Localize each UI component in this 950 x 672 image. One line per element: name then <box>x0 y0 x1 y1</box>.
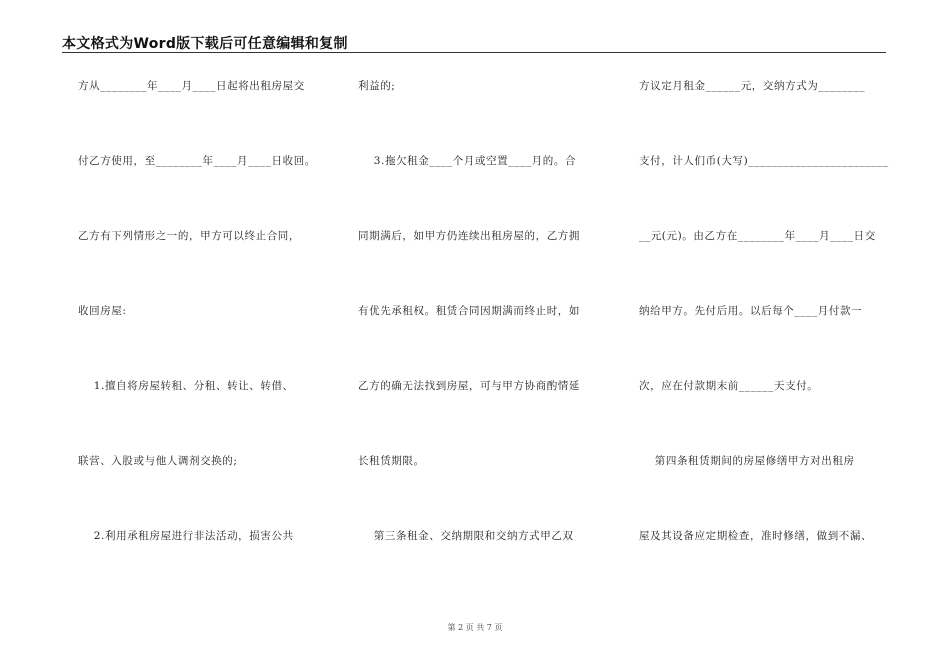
text-line: 第四条租赁期间的房屋修缮甲方对出租房 <box>639 455 855 467</box>
header-divider <box>62 52 886 53</box>
text-line: 乙方有下列情形之一的，甲方可以终止合同， <box>78 230 300 242</box>
text-line: 方从________年____月____日起将出租房屋交 <box>78 80 305 92</box>
text-line: 长租赁期限。 <box>358 455 425 467</box>
text-line: __元(元)。由乙方在________年____月____日交 <box>639 230 876 242</box>
text-line: 次，应在付款期末前______天支付。 <box>639 380 819 392</box>
text-column-2 <box>358 72 606 592</box>
text-line: 第三条租金、交纳期限和交纳方式甲乙双 <box>358 530 574 542</box>
text-line: 联营、入股或与他人调剂交换的; <box>78 455 238 467</box>
text-line: 同期满后，如甲方仍连续出租房屋的，乙方拥 <box>358 230 580 242</box>
page-number: 第 2 页 共 7 页 <box>447 623 503 632</box>
text-line: 利益的; <box>358 80 396 92</box>
text-line: 有优先承租权。租赁合同因期满而终止时，如 <box>358 305 580 317</box>
text-line: 付乙方使用，至________年____月____日收回。 <box>78 155 316 167</box>
text-line: 1.擅自将房屋转租、分租、转让、转借、 <box>78 380 294 392</box>
text-line: 收回房屋: <box>78 305 127 317</box>
text-line: 方议定月租金______元，交纳方式为________ <box>639 80 866 92</box>
text-column-3 <box>639 72 887 592</box>
text-line: 3.拖欠租金____个月或空置____月的。合 <box>358 155 577 167</box>
document-header-title: 本文格式为Word版下载后可任意编辑和复制 <box>62 36 348 52</box>
text-line: 支付，计人们币(大写)________________________ <box>639 155 889 167</box>
text-line: 屋及其设备应定期检查，准时修缮，做到不漏、 <box>639 530 873 542</box>
text-line: 纳给甲方。先付后用。以后每个____月付款一 <box>639 305 863 317</box>
text-line: 乙方的确无法找到房屋，可与甲方协商酌情延 <box>358 380 580 392</box>
text-line: 2.利用承租房屋进行非法活动，损害公共 <box>78 530 294 542</box>
text-column-1 <box>78 72 326 592</box>
